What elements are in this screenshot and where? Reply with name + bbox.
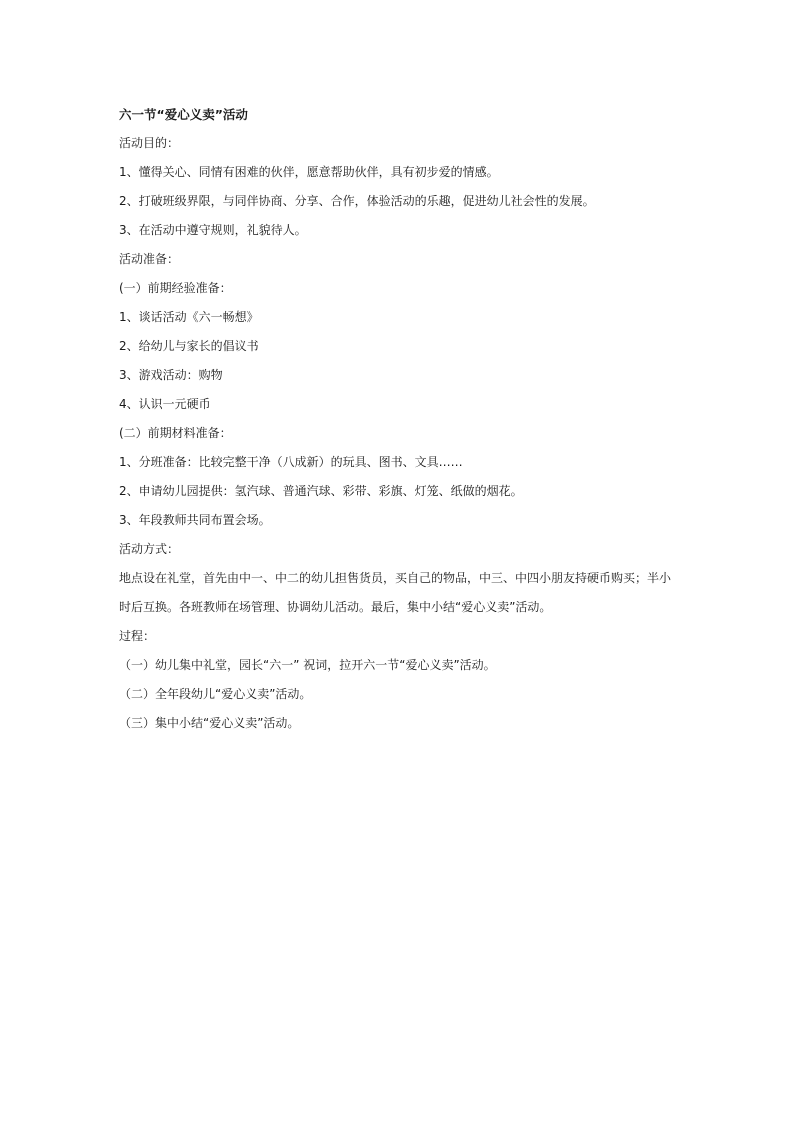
method-paragraph (119, 564, 679, 622)
prep-materials-item: 2、申请幼儿园提供：氢汽球、普通汽球、彩带、彩旗、灯笼、纸做的烟花。 (119, 484, 523, 498)
prep-subheading-materials: (二）前期材料准备： (119, 426, 232, 440)
purpose-item: 1、懂得关心、同情有困难的伙伴，愿意帮助伙伴，具有初步爱的情感。 (119, 165, 499, 179)
document-title: 六一节“爱心义卖”活动 (119, 107, 248, 122)
method-line: 地点设在礼堂，首先由中一、中二的幼儿担售货员，买自己的物品，中三、中四小朋友持硬币购买；半小 (119, 571, 672, 585)
prep-subheading-experience: (一）前期经验准备： (119, 281, 232, 295)
process-item: （二）全年段幼儿“爱心义卖”活动。 (119, 687, 312, 701)
prep-heading: 活动准备： (119, 252, 180, 266)
prep-materials-item: 1、分班准备：比较完整干净（八成新）的玩具、图书、文具…… (119, 455, 463, 469)
method-heading: 活动方式： (119, 542, 180, 556)
process-item: （三）集中小结“爱心义卖”活动。 (119, 716, 300, 730)
prep-experience-item: 4、认识一元硬币 (119, 397, 211, 411)
method-line: 时后互换。各班教师在场管理、协调幼儿活动。最后，集中小结“爱心义卖”活动。 (119, 600, 552, 614)
process-item: （一）幼儿集中礼堂，园长“六一” 祝词，拉开六一节“爱心义卖”活动。 (119, 658, 496, 672)
purpose-item: 3、在活动中遵守规则，礼貌待人。 (119, 223, 307, 237)
prep-experience-item: 3、游戏活动：购物 (119, 368, 223, 382)
document-body (119, 100, 679, 738)
process-heading: 过程： (119, 629, 156, 643)
purpose-item: 2、打破班级界限，与同伴协商、分享、合作，体验活动的乐趣，促进幼儿社会性的发展。 (119, 194, 595, 208)
prep-materials-item: 3、年段教师共同布置会场。 (119, 513, 271, 527)
prep-experience-item: 1、谈话活动《六一畅想》 (119, 310, 259, 324)
purpose-heading: 活动目的： (119, 136, 180, 150)
prep-experience-item: 2、给幼儿与家长的倡议书 (119, 339, 259, 353)
